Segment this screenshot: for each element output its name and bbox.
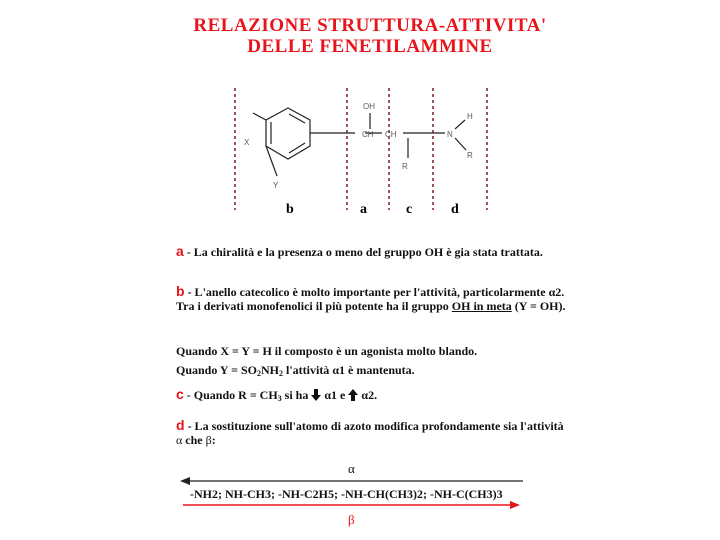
note-d	[176, 418, 566, 447]
note-c	[176, 387, 566, 406]
note-a-text: - La chiralità e la presenza o meno del gruppo OH è gia stata trattata.	[186, 245, 543, 259]
note-a-label: a	[176, 243, 184, 259]
note-c-label: c	[176, 386, 184, 402]
alpha-label: α	[348, 461, 355, 476]
atom-oh: OH	[363, 102, 375, 111]
note-b-so2-c: l'attività	[282, 363, 333, 377]
atom-y: Y	[273, 181, 279, 190]
note-d-label: d	[176, 417, 185, 433]
note-c-and: e	[337, 388, 349, 402]
note-b-label: b	[176, 283, 185, 299]
note-c-text-2: si ha	[281, 388, 312, 402]
note-b-alpha2: α2	[548, 285, 562, 299]
title-line-1: RELAZIONE STRUTTURA-ATTIVITA'	[193, 15, 547, 36]
note-b-so2-a: Quando Y = SO	[176, 363, 257, 377]
note-b-text-3: (Y = OH).	[511, 299, 566, 313]
note-b-so2-sub2: 2	[278, 369, 283, 378]
arrow-down-icon	[311, 389, 321, 401]
beta-arrowhead-icon	[510, 501, 520, 509]
zone-label-d: d	[451, 202, 459, 217]
title-line-2: DELLE FENETILAMMINE	[247, 36, 493, 57]
arrow-up-icon	[348, 389, 358, 401]
note-d-beta: β	[205, 433, 212, 447]
note-b-agonist-text: Quando X = Y = H il composto è un agonista molto blando.	[176, 344, 478, 358]
zone-label-b: b	[286, 202, 294, 217]
phenethylamine-scheme	[225, 80, 500, 220]
note-b-so2	[176, 363, 566, 381]
note-b-agonist	[176, 344, 566, 358]
note-c-sub: 3	[277, 394, 282, 403]
atom-r-bottom: R	[402, 162, 408, 171]
beta-label: β	[348, 512, 355, 527]
benzene-ring	[253, 108, 466, 176]
zone-label-a: a	[360, 202, 367, 217]
amine-substituent-list: -NH2; NH-CH3; -NH-C2H5; -NH-CH(CH3)2; -NH-C(CH3)3	[190, 487, 503, 501]
atom-n: N	[447, 130, 453, 139]
note-b	[176, 284, 566, 313]
note-d-alpha: α	[176, 433, 183, 447]
atom-h: H	[467, 112, 473, 121]
atom-ch-1: CH	[362, 130, 374, 139]
zone-label-c: c	[406, 202, 413, 217]
note-b-text-1: - L'anello catecolico è molto importante per l'attività, particolarmente	[187, 285, 549, 299]
note-b-so2-d: è mantenuta.	[345, 363, 415, 377]
note-b-oh-meta: OH in meta	[451, 299, 512, 313]
note-d-text-3: :	[211, 433, 216, 447]
note-c-text-1: - Quando R = CH	[186, 388, 278, 402]
alpha-arrowhead-icon	[180, 477, 190, 485]
atom-x: X	[244, 138, 250, 147]
note-d-text-1: - La sostituzione sull'atomo di azoto modifica profondamente sia l'attività	[187, 419, 564, 433]
atom-r-right: R	[467, 151, 473, 160]
note-b-so2-sub: 2	[256, 369, 261, 378]
note-c-alpha2: α2.	[361, 388, 378, 402]
note-a	[176, 244, 566, 259]
atom-ch-2: CH	[385, 130, 397, 139]
note-b-text-2: . Tra i derivati monofenolici il più potente ha il gruppo	[176, 285, 565, 313]
note-d-text-2: che	[182, 433, 206, 447]
note-b-so2-b: NH	[260, 363, 279, 377]
note-c-alpha1: α1	[324, 388, 338, 402]
note-b-so2-alpha: α1	[332, 363, 346, 377]
